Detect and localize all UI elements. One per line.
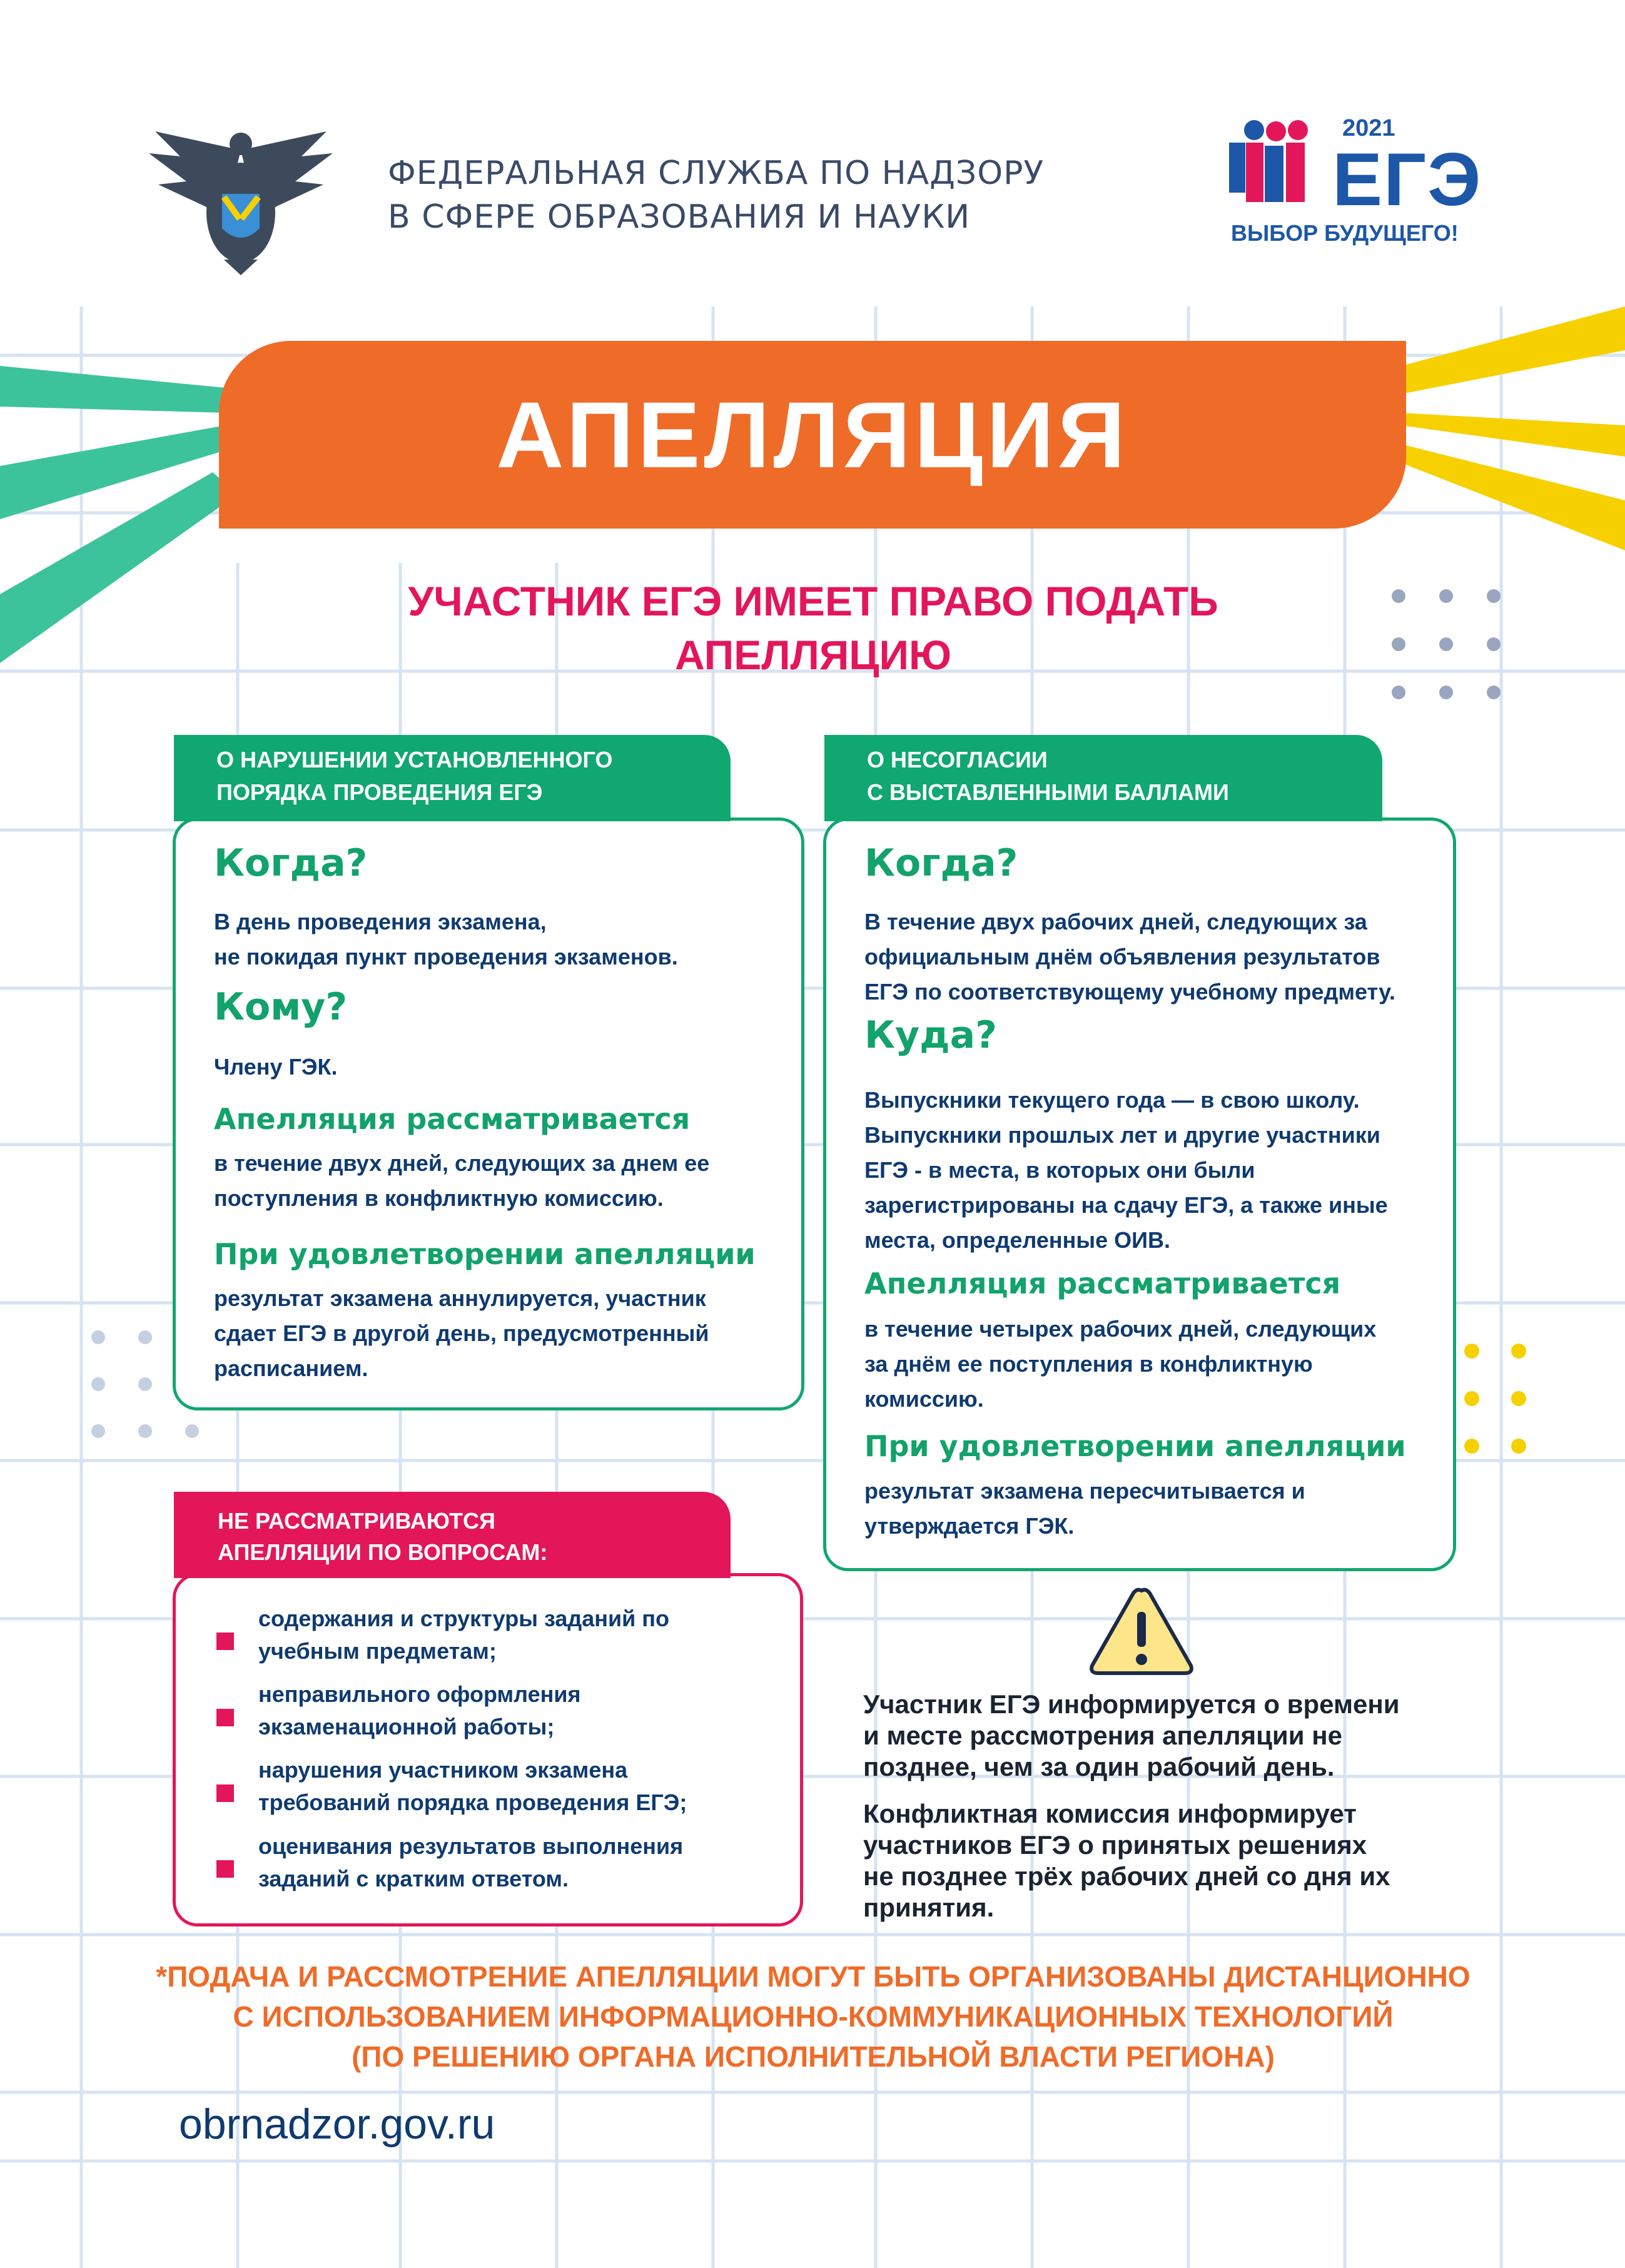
item-2-line-2: экзаменационной работы; bbox=[258, 1714, 555, 1739]
bullet-icon bbox=[216, 1633, 234, 1650]
left-satisfy-line-1: результат экзамена аннулируется, участник bbox=[214, 1285, 706, 1311]
right-review-line-3: комиссию. bbox=[864, 1386, 984, 1412]
right-when-line-1: В течение двух рабочих дней, следующих за bbox=[864, 909, 1367, 934]
not-considered-tab bbox=[174, 1492, 731, 1578]
right-when-heading: Когда? bbox=[864, 841, 1018, 885]
bullet-icon bbox=[216, 1860, 234, 1878]
item-4-line-1: оценивания результатов выполнения bbox=[258, 1833, 684, 1859]
eagle-emblem-icon bbox=[136, 125, 345, 275]
left-whom-text: Члену ГЭК. bbox=[214, 1054, 338, 1080]
notice-p1-line-3: позднее, чем за один рабочий день. bbox=[863, 1752, 1335, 1781]
bullet-icon bbox=[216, 1709, 234, 1726]
right-where-line-5: места, определенные ОИВ. bbox=[864, 1227, 1171, 1253]
not-considered-item bbox=[258, 1754, 687, 1819]
notice-commission-decisions bbox=[863, 1798, 1390, 1923]
notice-p2-line-2: участников ЕГЭ о принятых решениях bbox=[863, 1830, 1367, 1860]
notice-p1-line-2: и месте рассмотрения апелляции не bbox=[863, 1721, 1342, 1750]
gray-dots-top bbox=[1392, 589, 1501, 699]
right-review-heading: Апелляция рассматривается bbox=[864, 1267, 1341, 1300]
notice-p2-line-3: не позднее трёх рабочих дней со дня их bbox=[863, 1861, 1390, 1891]
right-where-heading: Куда? bbox=[864, 1013, 997, 1057]
left-when-heading: Когда? bbox=[214, 841, 368, 885]
violation-tab-line-2: ПОРЯДКА ПРОВЕДЕНИЯ ЕГЭ bbox=[216, 779, 543, 805]
ege-wordmark: ЕГЭ bbox=[1332, 138, 1482, 221]
right-review-line-2: за днём ее поступления в конфликтную bbox=[864, 1351, 1313, 1377]
warning-triangle-icon bbox=[1088, 1586, 1195, 1676]
agency-line-1: ФЕДЕРАЛЬНАЯ СЛУЖБА ПО НАДЗОРУ bbox=[388, 154, 1045, 192]
left-satisfy-heading: При удовлетворении апелляции bbox=[214, 1237, 756, 1271]
left-when-line-2: не покидая пункт проведения экзаменов. bbox=[214, 944, 678, 969]
left-satisfy-text bbox=[214, 1281, 709, 1386]
notice-p2-line-1: Конфликтная комиссия информирует bbox=[863, 1799, 1357, 1828]
right-review-text bbox=[864, 1312, 1376, 1417]
scores-appeal-tab bbox=[824, 735, 1382, 821]
right-review-line-1: в течение четырех рабочих дней, следующих bbox=[864, 1316, 1377, 1342]
agency-line-2: В СФЕРЕ ОБРАЗОВАНИЯ И НАУКИ bbox=[388, 198, 971, 236]
right-where-line-1: Выпускники текущего года — в свою школу. bbox=[864, 1087, 1360, 1113]
left-review-line-1: в течение двух дней, следующих за днем ее bbox=[214, 1150, 710, 1176]
ege-slogan: ВЫБОР БУДУЩЕГО! bbox=[1231, 220, 1459, 246]
subtitle-line-1: УЧАСТНИК ЕГЭ ИМЕЕТ ПРАВО ПОДАТЬ bbox=[408, 578, 1218, 624]
item-3-line-2: требований порядка проведения ЕГЭ; bbox=[258, 1790, 687, 1815]
agency-name bbox=[388, 151, 1044, 239]
right-satisfy-text bbox=[864, 1474, 1305, 1544]
subtitle bbox=[313, 574, 1314, 682]
right-where-text bbox=[864, 1083, 1388, 1258]
footnote-line-1: *ПОДАЧА И РАССМОТРЕНИЕ АПЕЛЛЯЦИИ МОГУТ БЫТЬ ОРГАНИЗОВАНЫ ДИСТАНЦИОННО bbox=[156, 1960, 1471, 1993]
right-where-line-4: зарегистрированы на сдачу ЕГЭ, а также иные bbox=[864, 1192, 1388, 1218]
right-where-line-2: Выпускники прошлых лет и другие участники bbox=[864, 1122, 1380, 1148]
subtitle-line-2: АПЕЛЛЯЦИЮ bbox=[674, 632, 952, 678]
item-3-line-1: нарушения участником экзамена bbox=[258, 1757, 628, 1783]
item-2-line-1: неправильного оформления bbox=[258, 1681, 581, 1707]
right-when-line-3: ЕГЭ по соответствующему учебному предмету. bbox=[864, 979, 1395, 1005]
ege-year: 2021 bbox=[1342, 115, 1395, 141]
left-when-line-1: В день проведения экзамена, bbox=[214, 909, 547, 934]
notice-p1-line-1: Участник ЕГЭ информируется о времени bbox=[863, 1689, 1400, 1719]
left-review-heading: Апелляция рассматривается bbox=[214, 1102, 691, 1136]
not-considered-tab-line-1: НЕ РАССМАТРИВАЮТСЯ bbox=[218, 1508, 495, 1534]
right-when-text bbox=[864, 904, 1395, 1010]
bullet-icon bbox=[216, 1785, 234, 1802]
left-whom-heading: Кому? bbox=[214, 985, 348, 1029]
left-when-text bbox=[214, 904, 678, 975]
left-satisfy-line-2: сдает ЕГЭ в другой день, предусмотренный bbox=[214, 1320, 709, 1346]
ege-logo-icon bbox=[1226, 118, 1332, 205]
page-title: АПЕЛЛЯЦИЯ bbox=[496, 382, 1129, 487]
right-satisfy-line-2: утверждается ГЭК. bbox=[864, 1513, 1075, 1539]
not-considered-item bbox=[258, 1602, 669, 1668]
right-satisfy-line-1: результат экзамена пересчитывается и bbox=[864, 1478, 1305, 1504]
website-link[interactable]: obrnadzor.gov.ru bbox=[179, 2100, 495, 2148]
footnote-line-2: С ИСПОЛЬЗОВАНИЕМ ИНФОРМАЦИОННО-КОММУНИКАЦИОННЫХ ТЕХНОЛОГИЙ bbox=[233, 2000, 1394, 2033]
right-satisfy-heading: При удовлетворении апелляции bbox=[864, 1429, 1406, 1463]
right-when-line-2: официальным днём объявления результатов bbox=[864, 944, 1380, 969]
scores-tab-line-1: О НЕСОГЛАСИИ bbox=[867, 747, 1048, 772]
scores-tab-line-2: С ВЫСТАВЛЕННЫМИ БАЛЛАМИ bbox=[867, 779, 1229, 805]
footnote-line-3: (ПО РЕШЕНИЮ ОРГАНА ИСПОЛНИТЕЛЬНОЙ ВЛАСТИ РЕГИОНА) bbox=[352, 2040, 1275, 2073]
notice-p2-line-4: принятия. bbox=[863, 1893, 995, 1922]
not-considered-tab-line-2: АПЕЛЛЯЦИИ ПО ВОПРОСАМ: bbox=[218, 1539, 548, 1565]
left-satisfy-line-3: расписанием. bbox=[214, 1355, 368, 1381]
remote-appeal-footnote bbox=[94, 1957, 1532, 2077]
right-where-line-3: ЕГЭ - в места, в которых они были bbox=[864, 1157, 1255, 1183]
violation-tab-line-1: О НАРУШЕНИИ УСТАНОВЛЕННОГО bbox=[216, 747, 613, 772]
violation-appeal-tab bbox=[174, 735, 731, 821]
notice-time-place bbox=[863, 1689, 1400, 1783]
item-1-line-2: учебным предметам; bbox=[258, 1638, 497, 1664]
not-considered-item bbox=[258, 1830, 683, 1895]
left-review-text bbox=[214, 1146, 709, 1216]
not-considered-item bbox=[258, 1678, 580, 1743]
left-review-line-2: поступления в конфликтную комиссию. bbox=[214, 1185, 664, 1211]
item-4-line-2: заданий с кратким ответом. bbox=[258, 1866, 569, 1891]
item-1-line-1: содержания и структуры заданий по bbox=[258, 1606, 669, 1631]
